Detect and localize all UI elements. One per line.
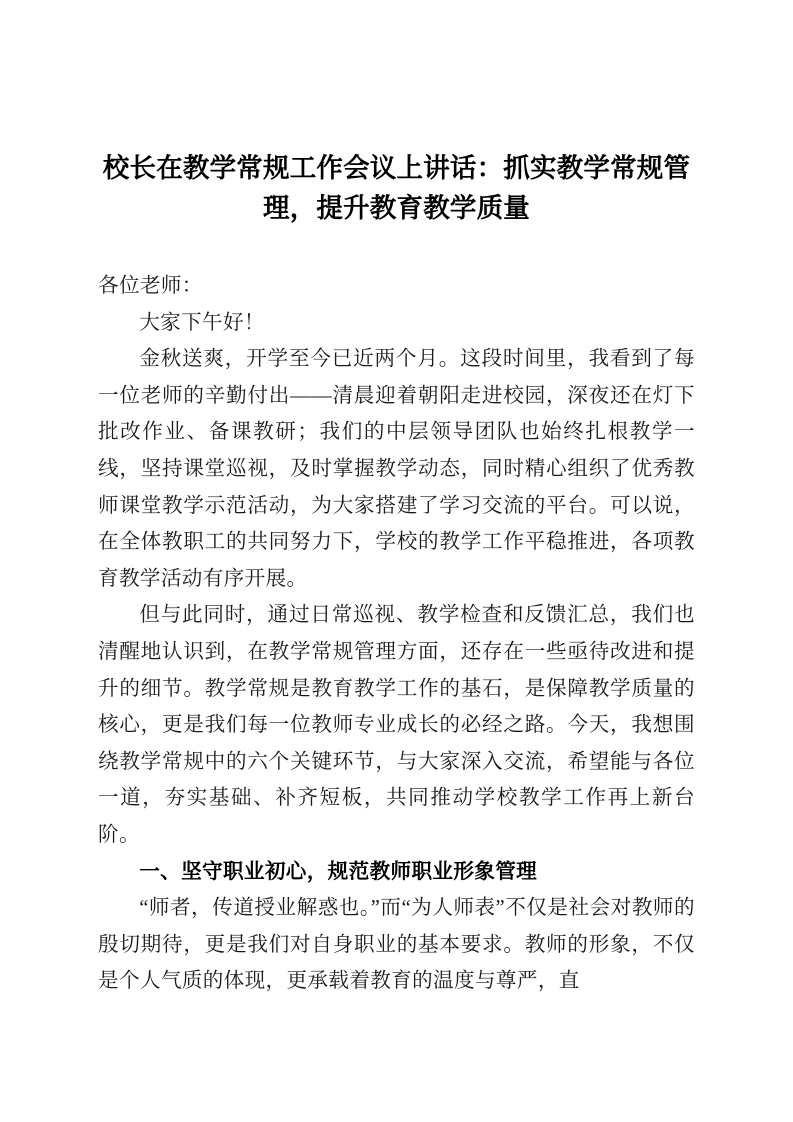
- document-title: 校长在教学常规工作会议上讲话：抓实教学常规管理，提升教育教学质量: [102, 153, 691, 223]
- salutation: 各位老师：: [98, 275, 203, 297]
- paragraph-1: 金秋送爽，开学至今已近两个月。这段时间里，我看到了每一位老师的辛勤付出——清晨迎着朝阳走进校园，深夜还在灯下批改作业、备课教研；我们的中层领导团队也始终扎根教学一线，坚持课堂巡视，及时掌握教学动态，同时精心组织了优秀教师课堂教学示范活动，为大家搭建了学习交流的平台。可以说，在全体教职工的共同努力下，学校的教学工作平稳推进，各项教育教学活动有序开展。: [98, 348, 695, 590]
- paragraph-2: 但与此同时，通过日常巡视、教学检查和反馈汇总，我们也清醒地认识到，在教学常规管理方面，还存在一些亟待改进和提升的细节。教学常规是教育教学工作的基石，是保障教学质量的核心，更是我们每一位教师专业成长的必经之路。今天，我想围绕教学常规中的六个关键环节，与大家深入交流，希望能与各位一道，夯实基础、补齐短板，共同推动学校教学工作再上新台阶。: [98, 604, 695, 846]
- section-1-body: “师者，传道授业解惑也。”而“为人师表”不仅是社会对教师的殷切期待，更是我们对自身职业的基本要求。教师的形象，不仅是个人气质的体现，更承载着教育的温度与尊严，直: [98, 897, 695, 993]
- document-content: [98, 0, 695, 1000]
- greeting: 大家下午好！: [139, 311, 265, 334]
- section-heading-1: 一、坚守职业初心，规范教师职业形象管理: [139, 860, 538, 883]
